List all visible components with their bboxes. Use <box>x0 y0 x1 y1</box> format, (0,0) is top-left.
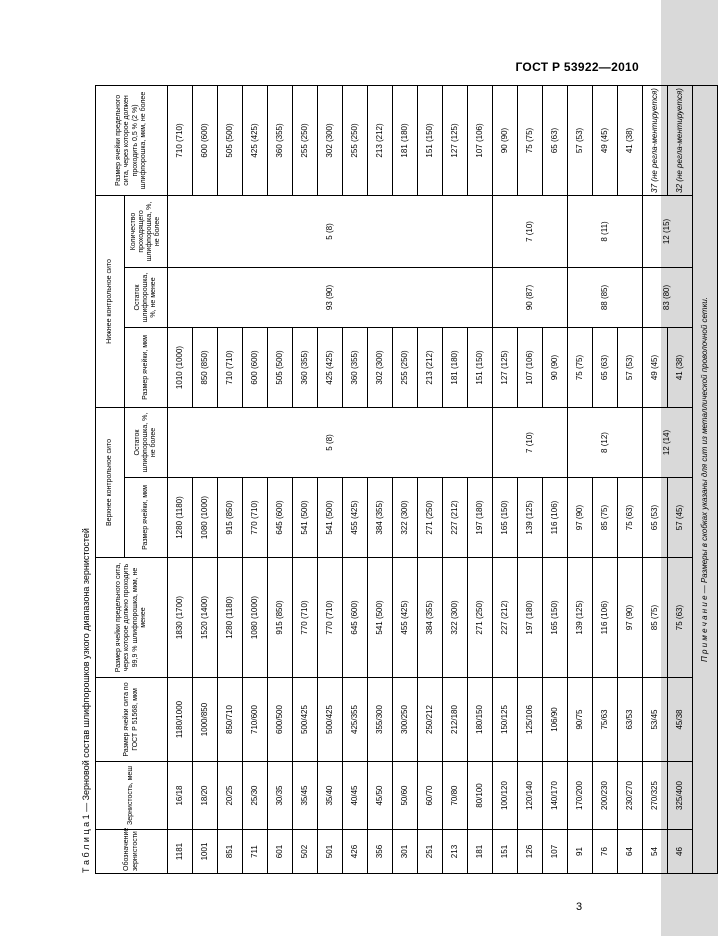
table-cell: 151 <box>493 830 518 874</box>
table-cell: 181 <box>468 830 493 874</box>
table-cell: 85 (75) <box>643 558 668 678</box>
table-cell: 1830 (1700) <box>168 558 193 678</box>
table-cell: 8 (11) <box>568 195 643 267</box>
table-cell: 139 (125) <box>518 478 543 558</box>
table-cell: 57 (53) <box>568 85 593 195</box>
table-cell: 541 (500) <box>368 558 393 678</box>
table-cell: 140/170 <box>543 762 568 830</box>
table-cell: 70/80 <box>443 762 468 830</box>
table-cell: 600 (600) <box>193 85 218 195</box>
table-cell: 710 (710) <box>218 327 243 407</box>
table-cell: 7 (10) <box>493 195 568 267</box>
table-cell: 90 (87) <box>493 267 568 327</box>
table-note: П р и м е ч а н и е — Размеры в скобках указаны для сит из металлической проволочной сетки. <box>693 85 718 873</box>
table-cell: 322 (300) <box>393 478 418 558</box>
table-cell: 5 (8) <box>168 195 493 267</box>
table-cell: 271 (250) <box>418 478 443 558</box>
table-cell: 165 (150) <box>493 478 518 558</box>
table-cell: 65 (53) <box>643 478 668 558</box>
table-cell: 18/20 <box>193 762 218 830</box>
table-cell: 41 (38) <box>618 85 643 195</box>
table-cell: 150/125 <box>493 678 518 762</box>
table-cell: 255 (250) <box>293 85 318 195</box>
page-number: 3 <box>576 901 583 913</box>
table-cell: 97 (90) <box>618 558 643 678</box>
table-cell: 502 <box>293 830 318 874</box>
table-cell: 384 (355) <box>418 558 443 678</box>
table-cell: 5 (8) <box>168 407 493 477</box>
table-cell: 116 (106) <box>593 558 618 678</box>
table-cell: 100/120 <box>493 762 518 830</box>
table-cell: 75 (75) <box>518 85 543 195</box>
col-header-limit-05: Размер ячейки предельного сита, через которое должен проходить 0,5 % (2 %) шлифпорошка, мкм, не более <box>96 85 168 195</box>
table-cell: 90/75 <box>568 678 593 762</box>
table-cell: 255 (250) <box>393 327 418 407</box>
col-header-upper-residue: Остаток шлифпорошка, %, не более <box>125 407 168 477</box>
table-cell: 90 (90) <box>543 327 568 407</box>
table-cell: 197 (180) <box>518 558 543 678</box>
table-cell: 770 (710) <box>243 478 268 558</box>
table-cell: 425/355 <box>343 678 368 762</box>
table-cell: 107 <box>543 830 568 874</box>
table-cell: 37 (не регла-ментируется) <box>643 85 668 195</box>
table-header <box>96 85 168 873</box>
table-cell: 500/425 <box>318 678 343 762</box>
table-cell: 425 (425) <box>243 85 268 195</box>
table-cell: 75 (63) <box>618 478 643 558</box>
table-cell: 851 <box>218 830 243 874</box>
table-cell: 85 (75) <box>593 478 618 558</box>
table-cell: 213 (212) <box>418 327 443 407</box>
table-cell: 770 (710) <box>293 558 318 678</box>
table-row <box>568 85 593 873</box>
table-cell: 45/50 <box>368 762 393 830</box>
col-header-lower-residue: Остаток шлифпорошка, %, не менее <box>125 267 168 327</box>
col-header-designation: Обозначение зернистости <box>96 830 168 874</box>
table-cell: 197 (180) <box>468 478 493 558</box>
group-header-lower-sieve: Нижнее контрольное сито <box>96 195 125 407</box>
table-body <box>168 85 693 873</box>
col-header-lower-cell-size: Размер ячейки, мкм <box>125 327 168 407</box>
table-cell: 75 (75) <box>568 327 593 407</box>
table-cell: 30/35 <box>268 762 293 830</box>
grain-composition-table <box>95 85 718 874</box>
table-cell: 710 (710) <box>168 85 193 195</box>
table-cell: 227 (212) <box>443 478 468 558</box>
table-cell: 63/53 <box>618 678 643 762</box>
table-cell: 1080 (1000) <box>243 558 268 678</box>
table-cell: 255 (250) <box>343 85 368 195</box>
table-cell: 212/180 <box>443 678 468 762</box>
table-cell: 127 (125) <box>493 327 518 407</box>
table-cell: 181 (180) <box>443 327 468 407</box>
table-cell: 93 (90) <box>168 267 493 327</box>
table-cell: 57 (53) <box>618 327 643 407</box>
table-cell: 302 (300) <box>368 327 393 407</box>
table-cell: 35/45 <box>293 762 318 830</box>
table-cell: 355/300 <box>368 678 393 762</box>
table-cell: 90 (90) <box>493 85 518 195</box>
table-cell: 126 <box>518 830 543 874</box>
table-cell: 645 (600) <box>343 558 368 678</box>
table-cell: 181 (180) <box>393 85 418 195</box>
table-cell: 75/63 <box>593 678 618 762</box>
table-cell: 1001 <box>193 830 218 874</box>
table-cell: 54 <box>643 830 668 874</box>
table-cell: 106/90 <box>543 678 568 762</box>
table-cell: 505 (500) <box>218 85 243 195</box>
table-cell: 710/600 <box>243 678 268 762</box>
table-cell: 322 (300) <box>443 558 468 678</box>
table-cell: 302 (300) <box>318 85 343 195</box>
table-cell: 8 (12) <box>568 407 643 477</box>
table-cell: 325/400 <box>668 762 693 830</box>
table-cell: 75 (63) <box>668 558 693 678</box>
table-cell: 360 (355) <box>268 85 293 195</box>
table-cell: 426 <box>343 830 368 874</box>
table-cell: 57 (45) <box>668 478 693 558</box>
table-cell: 46 <box>668 830 693 874</box>
table-row <box>643 85 668 873</box>
table-cell: 60/70 <box>418 762 443 830</box>
table-cell: 139 (125) <box>568 558 593 678</box>
col-header-passing-amount: Количество проходящего шлифпорошка, %, не более <box>125 195 168 267</box>
table-cell: 1280 (1180) <box>218 558 243 678</box>
table-title: Т а б л и ц а 1 — Зерновой состав шлифпорошков узкого диапазона зернистостей <box>81 528 91 873</box>
table-cell: 850/710 <box>218 678 243 762</box>
table-cell: 7 (10) <box>493 407 568 477</box>
table-cell: 35/40 <box>318 762 343 830</box>
table-cell: 45/38 <box>668 678 693 762</box>
table-cell: 770 (710) <box>318 558 343 678</box>
table-cell: 40/45 <box>343 762 368 830</box>
col-header-limit-999: Размер ячейки предельного сита, через которое должно проходить 99,9 % шлифпорошка, мкм, не менее <box>96 558 168 678</box>
table-cell: 12 (14) <box>643 407 693 477</box>
table-cell: 107 (106) <box>468 85 493 195</box>
table-cell: 301 <box>393 830 418 874</box>
table-cell: 425 (425) <box>318 327 343 407</box>
table-cell: 76 <box>593 830 618 874</box>
col-header-mesh: Зернистость, меш <box>96 762 168 830</box>
table-cell: 227 (212) <box>493 558 518 678</box>
table-cell: 455 (425) <box>343 478 368 558</box>
table-cell: 213 <box>443 830 468 874</box>
table-cell: 125/106 <box>518 678 543 762</box>
table-cell: 250/212 <box>418 678 443 762</box>
group-header-upper-sieve: Верхнее контрольное сито <box>96 407 125 557</box>
table-cell: 601 <box>268 830 293 874</box>
table-cell: 1180/1000 <box>168 678 193 762</box>
table-cell: 91 <box>568 830 593 874</box>
table-cell: 270/325 <box>643 762 668 830</box>
table-cell: 360 (355) <box>343 327 368 407</box>
doc-header: ГОСТ Р 53922—2010 <box>515 60 639 74</box>
table-cell: 12 (15) <box>643 195 693 267</box>
table-cell: 915 (850) <box>268 558 293 678</box>
rotated-table-block <box>79 86 709 874</box>
table-cell: 83 (80) <box>643 267 693 327</box>
table-cell: 50/60 <box>393 762 418 830</box>
table-cell: 16/18 <box>168 762 193 830</box>
table-cell: 49 (45) <box>643 327 668 407</box>
table-cell: 915 (850) <box>218 478 243 558</box>
table-cell: 65 (63) <box>543 85 568 195</box>
table-cell: 1181 <box>168 830 193 874</box>
table-cell: 80/100 <box>468 762 493 830</box>
table-cell: 455 (425) <box>393 558 418 678</box>
table-cell: 645 (600) <box>268 478 293 558</box>
table-cell: 25/30 <box>243 762 268 830</box>
table-cell: 500/425 <box>293 678 318 762</box>
table-cell: 251 <box>418 830 443 874</box>
table-cell: 213 (212) <box>368 85 393 195</box>
table-cell: 97 (90) <box>568 478 593 558</box>
table-cell: 127 (125) <box>443 85 468 195</box>
table-row <box>168 85 193 873</box>
table-cell: 165 (150) <box>543 558 568 678</box>
table-cell: 200/230 <box>593 762 618 830</box>
col-header-upper-cell-size: Размер ячейки, мкм <box>125 478 168 558</box>
table-cell: 1080 (1000) <box>193 478 218 558</box>
table-cell: 116 (106) <box>543 478 568 558</box>
table-cell: 88 (85) <box>568 267 643 327</box>
table-cell: 600/500 <box>268 678 293 762</box>
table-cell: 65 (63) <box>593 327 618 407</box>
table-cell: 384 (355) <box>368 478 393 558</box>
col-header-sieve-size: Размер ячейки сита по ГОСТ Р 51568, мкм <box>96 678 168 762</box>
table-cell: 850 (850) <box>193 327 218 407</box>
table-cell: 107 (106) <box>518 327 543 407</box>
table-cell: 271 (250) <box>468 558 493 678</box>
table-cell: 151 (150) <box>418 85 443 195</box>
table-cell: 360 (355) <box>293 327 318 407</box>
table-cell: 120/140 <box>518 762 543 830</box>
table-cell: 1000/850 <box>193 678 218 762</box>
table-cell: 170/200 <box>568 762 593 830</box>
table-cell: 230/270 <box>618 762 643 830</box>
table-cell: 1520 (1400) <box>193 558 218 678</box>
table-cell: 501 <box>318 830 343 874</box>
table-cell: 20/25 <box>218 762 243 830</box>
table-cell: 300/250 <box>393 678 418 762</box>
table-cell: 1010 (1000) <box>168 327 193 407</box>
table-cell: 53/45 <box>643 678 668 762</box>
table-cell: 600 (600) <box>243 327 268 407</box>
table-cell: 32 (не регла-ментируется) <box>668 85 693 195</box>
table-cell: 505 (500) <box>268 327 293 407</box>
table-cell: 541 (500) <box>318 478 343 558</box>
table-cell: 41 (38) <box>668 327 693 407</box>
table-cell: 151 (150) <box>468 327 493 407</box>
table-cell: 180/150 <box>468 678 493 762</box>
table-row <box>493 85 518 873</box>
table-cell: 49 (45) <box>593 85 618 195</box>
table-cell: 356 <box>368 830 393 874</box>
table-cell: 64 <box>618 830 643 874</box>
table-cell: 711 <box>243 830 268 874</box>
table-cell: 1280 (1180) <box>168 478 193 558</box>
table-cell: 541 (500) <box>293 478 318 558</box>
